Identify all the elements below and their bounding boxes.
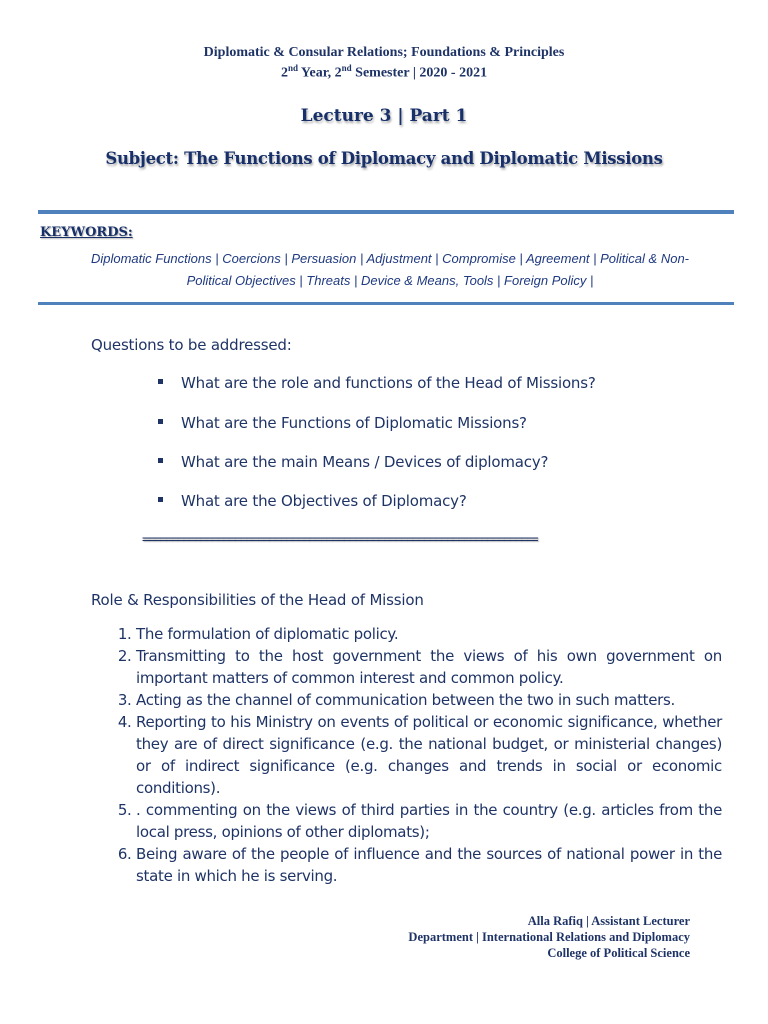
role-item: 6. Being aware of the people of influence and the sources of national power in the state in which he is serving. (136, 843, 722, 887)
year-text: Year, (297, 65, 335, 81)
year-semester (0, 63, 768, 82)
lecture-title: Lecture 3 | Part 1 (300, 106, 468, 126)
role-item: 3. Acting as the channel of communication between the two in such matters. (136, 689, 722, 711)
keywords-text (40, 248, 740, 292)
bullet-icon (158, 497, 163, 502)
keywords-line: Diplomatic Functions | Coercions | Persuasion | Adjustment | Compromise | Agreement | Political & Non- (90, 251, 690, 266)
course-title: Diplomatic & Consular Relations; Foundations & Principles (203, 45, 565, 60)
year-sup: nd (287, 63, 298, 73)
subject-title: Subject: The Functions of Diplomacy and Diplomatic Missions (105, 149, 663, 168)
keywords-label: KEYWORDS: (40, 225, 133, 240)
question-text: What are the main Means / Devices of diplomacy? (181, 453, 549, 471)
footer-author: Alla Rafiq | Assistant Lecturer (527, 914, 690, 928)
bullet-icon (158, 379, 163, 384)
question-text: What are the Functions of Diplomatic Missions? (181, 414, 527, 432)
role-item: 4. Reporting to his Ministry on events of political or economic significance, whether they are of direct significance (e.g. the national budget, or ministerial changes) or of indirect significance (e.g. changes and trends in social or economic conditions). (136, 711, 722, 799)
question-item (158, 453, 548, 471)
footer-department: Department | International Relations and Diplomacy (408, 930, 690, 944)
questions-heading: Questions to be addressed: (91, 336, 292, 354)
question-item (158, 414, 527, 432)
separator-line: ===================================================================== (142, 532, 538, 546)
keywords-line: Political Objectives | Threats | Device & Means, Tools | Foreign Policy | (186, 273, 594, 288)
bullet-icon (158, 458, 163, 463)
role-list (92, 623, 722, 887)
question-text: What are the Objectives of Diplomacy? (181, 492, 467, 510)
footer (408, 913, 690, 961)
question-text: What are the role and functions of the Head of Missions? (181, 374, 596, 392)
role-item: 2. Transmitting to the host government the views of his own government on important matters of common interest and common policy. (136, 645, 722, 689)
sem-sup: nd (341, 63, 352, 73)
divider-bottom (38, 302, 734, 305)
year-num: 2 (280, 65, 288, 81)
role-item: 1. The formulation of diplomatic policy. (136, 623, 722, 645)
sem-text: Semester | 2020 - 2021 (351, 65, 488, 81)
question-item (158, 374, 596, 392)
footer-college: College of Political Science (547, 946, 690, 960)
divider-top (38, 210, 734, 214)
role-item: 5. . commenting on the views of third parties in the country (e.g. articles from the local press, opinions of other diplomats); (136, 799, 722, 843)
sem-num: 2 (334, 65, 342, 81)
role-heading: Role & Responsibilities of the Head of Mission (91, 591, 424, 609)
bullet-icon (158, 419, 163, 424)
question-item (158, 492, 467, 510)
